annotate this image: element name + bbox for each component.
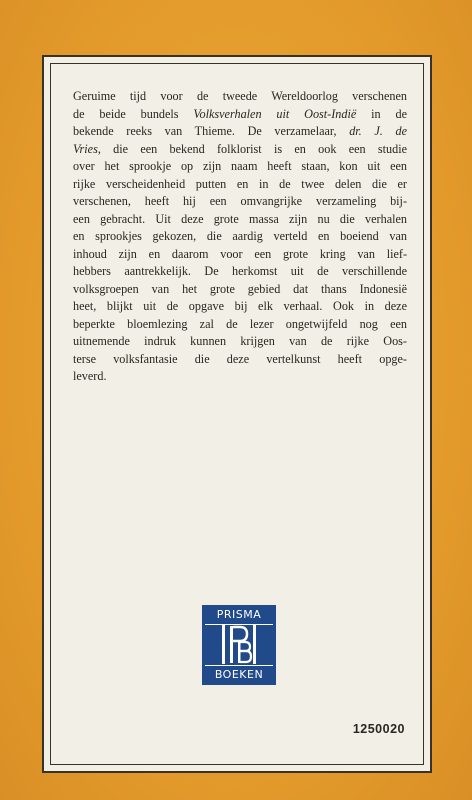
- logo-top-text: PRISMA: [216, 608, 262, 621]
- cover-blurb: [73, 88, 407, 386]
- blurb-line: [73, 228, 407, 246]
- blurb-text: heet, blijkt uit de opgave bij elk verhaal. Ook in deze: [73, 299, 407, 313]
- blurb-text: verschenen, heeft hij een omvangrijke verzameling bij-: [73, 194, 407, 208]
- blurb-line: [73, 106, 407, 124]
- blurb-line: [73, 88, 407, 106]
- blurb-text: terse volksfantasie die deze vertelkunst heeft opge-: [73, 351, 407, 366]
- blurb-text: inhoud zijn en daarom voor een grote kring van lief-: [73, 246, 407, 261]
- text-panel-inner-frame: [50, 63, 424, 765]
- blurb-line: [73, 281, 407, 299]
- logo-bottom-text: BOEKEN: [214, 668, 264, 681]
- blurb-line: [73, 211, 407, 229]
- blurb-text: over het sprookje op zijn naam heeft staan, kon uit een: [73, 159, 407, 173]
- blurb-line: [73, 123, 407, 141]
- blurb-text: een gebracht. Uit deze grote massa zijn nu die verhalen: [73, 211, 407, 226]
- blurb-text: hebbers aantrekkelijk. De herkomst uit de verschillende: [73, 264, 407, 278]
- blurb-line: [73, 158, 407, 176]
- blurb-text: volksgroepen van het grote gebied dat thans Indonesië: [73, 281, 407, 296]
- blurb-line: [73, 351, 407, 369]
- blurb-line: [73, 333, 407, 351]
- blurb-text: de beide bundels: [73, 106, 194, 121]
- blurb-text: leverd.: [73, 369, 107, 383]
- blurb-line: [73, 263, 407, 281]
- text-panel-outer-frame: [42, 55, 432, 773]
- blurb-line: [73, 193, 407, 211]
- blurb-line: [73, 316, 407, 334]
- blurb-italic-text: dr. J. de: [349, 124, 407, 138]
- blurb-text: bekende reeks van Thieme. De verzamelaar,: [73, 124, 350, 138]
- catalog-number: 1250020: [352, 722, 405, 736]
- blurb-text: in de: [356, 106, 408, 121]
- blurb-text: Geruime tijd voor de tweede Wereldoorlog verschenen: [73, 89, 407, 103]
- blurb-line: [73, 298, 407, 316]
- blurb-text: uitnemende indruk kunnen krijgen van de rijke Oos-: [73, 334, 407, 348]
- blurb-line: [73, 176, 407, 194]
- blurb-text: die een bekend folklorist is en ook een studie: [100, 141, 407, 156]
- prisma-boeken-logo: [202, 605, 276, 685]
- blurb-text: en sprookjes gekozen, die aardig verteld en boeiend van: [73, 229, 407, 243]
- blurb-line: [73, 141, 407, 159]
- blurb-line: [73, 246, 407, 264]
- blurb-italic-text: Vries,: [73, 141, 101, 156]
- blurb-italic-text: Volksverhalen uit Oost-Indië: [193, 106, 357, 121]
- blurb-text: rijke verscheidenheid putten en in de twee delen die er: [73, 176, 407, 191]
- blurb-text: beperkte bloemlezing zal de lezer ongetwijfeld nog een: [73, 316, 407, 331]
- blurb-line: [73, 368, 407, 386]
